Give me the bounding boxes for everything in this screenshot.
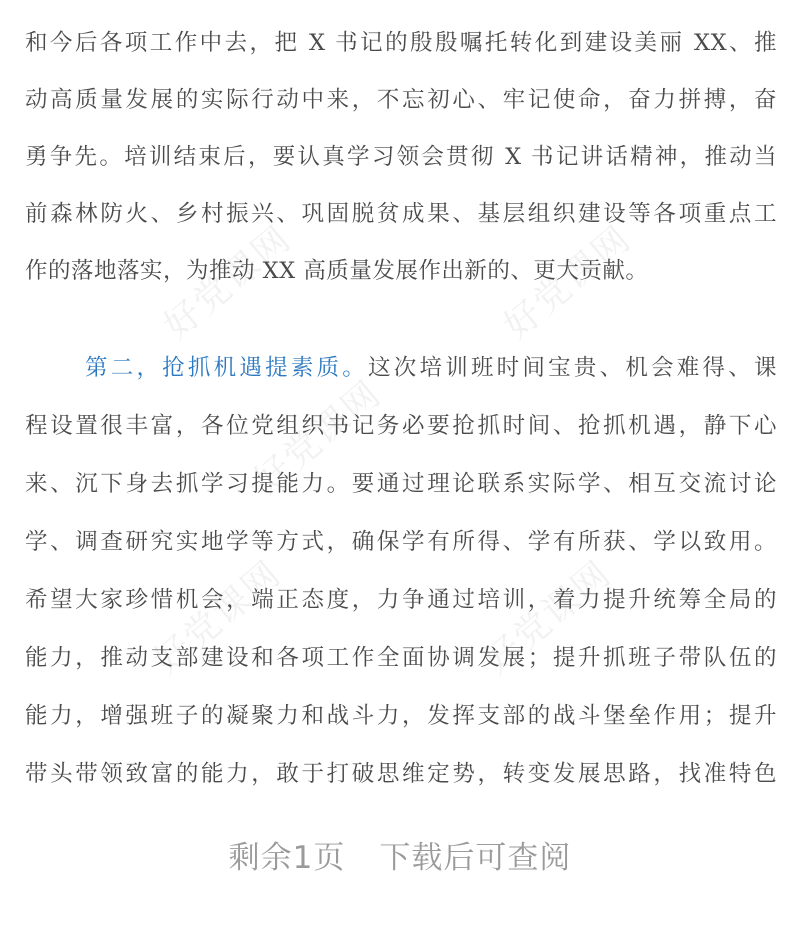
watermark-text: 好党课网 [246, 373, 390, 503]
watermark-text: 好党课网 [156, 218, 300, 348]
paragraph-line: 来、沉下身去抓学习提能力。要通过理论联系实际学、相互交流讨论 [25, 471, 777, 497]
paragraph-line: 能力，增强班子的凝聚力和战斗力，发挥支部的战斗堡垒作用；提升 [25, 703, 777, 729]
paragraph-line: 能力，推动支部建设和各项工作全面协调发展；提升抓班子带队伍的 [25, 645, 777, 671]
paragraph-line: 勇争先。培训结束后，要认真学习领会贯彻 X 书记讲话精神，推动当 [25, 144, 777, 170]
download-prompt[interactable] [0, 832, 800, 877]
paragraph-line: 学、调查研究实地学等方式，确保学有所得、学有所获、学以致用。 [25, 529, 777, 555]
section-two-first-line-text: 这次培训班时间宝贵、机会难得、课 [368, 355, 777, 381]
paragraph-line: 带头带领致富的能力，敢于打破思维定势，转变发展思路，找准特色 [25, 761, 777, 787]
paragraph-line: 程设置很丰富，各位党组织书记务必要抢抓时间、抢抓机遇，静下心 [25, 413, 777, 439]
section-two-heading: 第二，抢抓机遇提素质。 [85, 355, 369, 381]
paragraph-line: 和今后各项工作中去，把 X 书记的殷殷嘱托转化到建设美丽 XX、推 [25, 30, 777, 56]
watermark-text: 好党课网 [496, 218, 640, 348]
remaining-pages-label: 剩余1页 [228, 840, 346, 876]
section-two-first-line [25, 343, 777, 393]
paragraph-line: 前森林防火、乡村振兴、巩固脱贫成果、基层组织建设等各项重点工 [25, 201, 777, 227]
paragraph-line: 作的落地落实，为推动 XX 高质量发展作出新的、更大贡献。 [25, 258, 649, 284]
paragraph-line: 希望大家珍惜机会，端正态度，力争通过培训，着力提升统筹全局的 [25, 587, 777, 613]
watermark-text: 好党课网 [146, 553, 290, 683]
watermark-text: 好党课网 [476, 553, 620, 683]
download-to-view-label[interactable]: 下载后可查阅 [379, 840, 572, 876]
paragraph-line: 动高质量发展的实际行动中来，不忘初心、牢记使命，奋力拼搏，奋 [25, 87, 777, 113]
